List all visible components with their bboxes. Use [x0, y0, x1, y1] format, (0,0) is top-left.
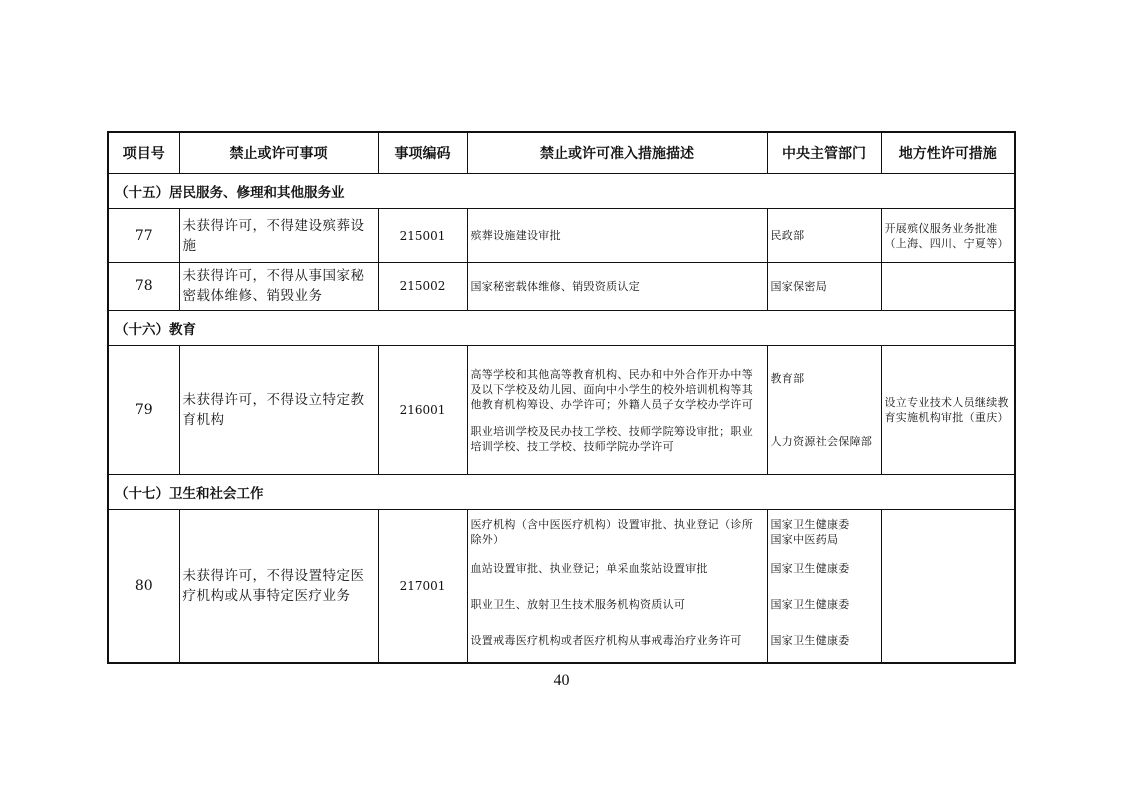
row-item: 未获得许可，不得设置特定医疗机构或从事特定医疗业务	[179, 510, 378, 663]
table-row	[108, 346, 1015, 475]
dept-line: 国家卫生健康委	[770, 597, 850, 611]
row-num: 77	[108, 209, 179, 263]
dept-line: 人力资源社会保障部	[770, 435, 873, 449]
dept-line: 国家卫生健康委	[770, 633, 850, 647]
section-row	[108, 310, 1015, 345]
dept-line: 教育部	[770, 372, 805, 386]
desc-line: 设置戒毒医疗机构或者医疗机构从事戒毒治疗业务许可	[470, 633, 742, 647]
header-code: 事项编码	[378, 132, 467, 174]
row-local	[881, 510, 1015, 663]
header-item: 禁止或许可事项	[179, 132, 378, 174]
row-num: 78	[108, 263, 179, 311]
row-dept: 民政部	[767, 209, 881, 263]
table-header-row	[108, 132, 1015, 174]
header-num: 项目号	[108, 132, 179, 174]
desc-line: 职业卫生、放射卫生技术服务机构资质认可	[470, 597, 686, 611]
row-num: 80	[108, 510, 179, 663]
row-item: 未获得许可，不得建设殡葬设施	[179, 209, 378, 263]
row-code: 216001	[378, 346, 467, 475]
row-desc	[467, 346, 767, 475]
permit-table	[107, 131, 1016, 664]
header-dept: 中央主管部门	[767, 132, 881, 174]
row-num: 79	[108, 346, 179, 475]
section-title: （十七）卫生和社会工作	[108, 474, 1015, 509]
desc-line: 职业培训学校及民办技工学校、技师学院筹设审批；职业培训学校、技工学校、技师学院办学许可	[470, 424, 753, 453]
row-local: 开展殡仪服务业务批准（上海、四川、宁夏等）	[881, 209, 1015, 263]
desc-line: 高等学校和其他高等教育机构、民办和中外合作开办中等及以下学校及幼儿园、面向中小学生的校外培训机构等其他教育机构筹设、办学许可；外籍人员子女学校办学许可	[470, 367, 753, 411]
row-local	[881, 263, 1015, 311]
row-code: 217001	[378, 510, 467, 663]
dept-line: 国家卫生健康委 国家中医药局	[770, 518, 850, 547]
row-item: 未获得许可，不得设立特定教育机构	[179, 346, 378, 475]
row-dept	[767, 510, 881, 663]
page-number: 40	[553, 672, 570, 689]
row-dept: 国家保密局	[767, 263, 881, 311]
dept-line: 国家卫生健康委	[770, 561, 850, 575]
row-local: 设立专业技术人员继续教育实施机构审批（重庆）	[881, 346, 1015, 475]
section-row	[108, 174, 1015, 209]
row-desc	[467, 510, 767, 663]
table-row	[108, 263, 1015, 311]
row-desc: 殡葬设施建设审批	[467, 209, 767, 263]
section-title: （十五）居民服务、修理和其他服务业	[108, 174, 1015, 209]
section-row	[108, 474, 1015, 509]
desc-line: 医疗机构（含中医医疗机构）设置审批、执业登记（诊所除外）	[470, 518, 753, 547]
row-dept	[767, 346, 881, 475]
table-row	[108, 209, 1015, 263]
table-row	[108, 510, 1015, 663]
header-local: 地方性许可措施	[881, 132, 1015, 174]
row-code: 215002	[378, 263, 467, 311]
row-code: 215001	[378, 209, 467, 263]
row-desc: 国家秘密载体维修、销毁资质认定	[467, 263, 767, 311]
section-title: （十六）教育	[108, 310, 1015, 345]
desc-line: 血站设置审批、执业登记；单采血浆站设置审批	[470, 561, 708, 575]
row-item: 未获得许可，不得从事国家秘密载体维修、销毁业务	[179, 263, 378, 311]
header-desc: 禁止或许可准入措施描述	[467, 132, 767, 174]
